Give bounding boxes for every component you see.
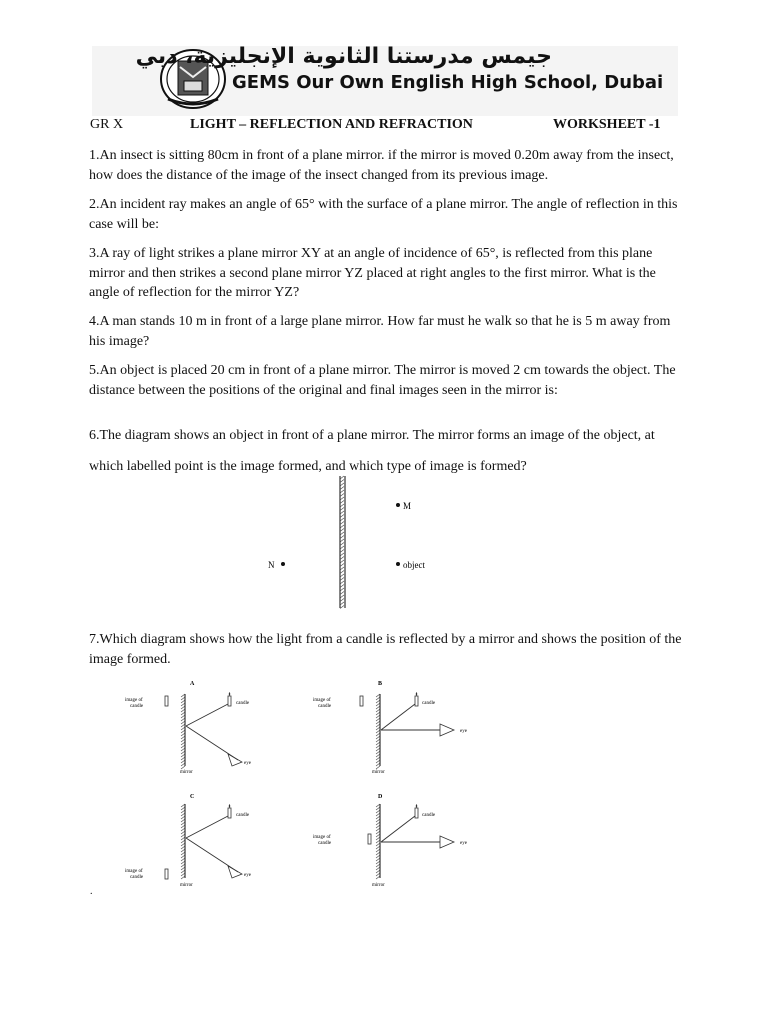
image-label-c-1: image of [125, 869, 143, 874]
question-3: 3.A ray of light strikes a plane mirror XY at an angle of incidence of 65°, is reflected from this plane mirror and then strikes a second plane mirror YZ placed at right angles to the first mirror. What is the angle of reflection for the mirror YZ? [89, 246, 656, 300]
question-4: 4.A man stands 10 m in front of a large plane mirror. How far must he walk so that he is 5 m away from his image? [89, 314, 671, 349]
mirror-hatch-line [340, 581, 344, 584]
mirror-hatch-line [340, 525, 344, 528]
figure-plane-mirror-object [250, 472, 450, 612]
mirror-hatch-line [340, 494, 344, 497]
mirror-hatch-line [340, 578, 344, 581]
mirror-hatch-line [181, 724, 185, 727]
mirror-hatch-line [181, 810, 185, 813]
mirror-hatch-line [340, 595, 344, 598]
mirror-hatch-line [340, 602, 344, 605]
mirror-hatch-line [181, 706, 185, 709]
mirror-hatch-line [181, 867, 185, 870]
mirror-hatch-line [181, 766, 185, 769]
mirror-hatch-line [340, 550, 344, 553]
image-label-a-1: image of [125, 698, 143, 703]
mirror-hatch-line [181, 760, 185, 763]
mirror-hatch-line [340, 511, 344, 514]
eye-icon [440, 724, 454, 736]
label-object: object [403, 560, 425, 570]
candle-label-d: candle [422, 813, 436, 818]
mirror-hatch-line [181, 822, 185, 825]
school-name-english: GEMS Our Own English High School, Dubai [232, 72, 664, 93]
mirror-hatch-line [181, 727, 185, 730]
mirror-hatch-line [181, 697, 185, 700]
mirror-hatch-line [181, 813, 185, 816]
mirror-hatch-line [181, 703, 185, 706]
question-1: 1.An insect is sitting 80cm in front of a plane mirror. if the mirror is moved 0.20m away from the insect, how does the distance of the image of the insect changed from its previous image. [89, 148, 674, 183]
mirror-hatch-line [340, 539, 344, 542]
mirror-hatch-line [181, 828, 185, 831]
mirror-hatch-line [181, 736, 185, 739]
mirror-label-a: mirror [180, 770, 193, 775]
question-2: 2.An incident ray makes an angle of 65° with the surface of a plane mirror. The angle of reflection in this case will be: [89, 197, 678, 232]
mirror-hatch-line [340, 532, 344, 535]
mirror-hatch-line [181, 837, 185, 840]
mirror-hatch-line [181, 733, 185, 736]
option-c-letter: C [190, 794, 195, 800]
mirror-hatch-line [181, 849, 185, 852]
mirror-hatch-line [181, 757, 185, 760]
mirror-hatch-line [181, 846, 185, 849]
school-name-arabic: جيمس مدرستنا الثانوية الإنجليزية، دبي [135, 44, 552, 69]
mirror-hatch-line [340, 480, 344, 483]
mirror-hatch-line [181, 870, 185, 873]
mirror-hatch-line [340, 606, 344, 609]
eye-icon [228, 754, 242, 766]
label-m: M [403, 501, 412, 511]
mirror-hatch-line [340, 504, 344, 507]
mirror-hatch-line [181, 718, 185, 721]
mirror-label-c: mirror [180, 883, 193, 888]
mirror-hatch-line [181, 751, 185, 754]
mirror-hatch-line [340, 508, 344, 511]
mirror-hatch-line [181, 742, 185, 745]
mirror-hatch-line [181, 831, 185, 834]
mirror-hatch-line [181, 694, 185, 697]
mirror-hatch-line [340, 599, 344, 602]
question-7: 7.Which diagram shows how the light from a candle is reflected by a mirror and shows the position of the image formed. [89, 632, 682, 667]
candle-b [415, 692, 418, 706]
image-label-d-1: image of [313, 835, 331, 840]
mirror-hatch-line [181, 700, 185, 703]
image-label-d-2: candle [318, 841, 332, 846]
mirror-hatch-line [340, 543, 344, 546]
figure-candle-mirror-options [110, 674, 520, 892]
image-label-b-1: image of [313, 698, 331, 703]
mirror-hatch-line [340, 518, 344, 521]
candle-label-b: candle [422, 701, 436, 706]
mirror-hatch-line [181, 739, 185, 742]
option-d-letter: D [378, 794, 383, 800]
mirror-hatch-line [181, 816, 185, 819]
label-n: N [268, 560, 275, 570]
candle-label-a: candle [236, 701, 250, 706]
mirror-hatch-line [181, 861, 185, 864]
mirror-hatch-line [340, 574, 344, 577]
image-label-c-2: candle [130, 875, 144, 880]
mirror-hatch-line [181, 858, 185, 861]
mirror-hatch-line [340, 490, 344, 493]
mirror-hatch-line [181, 834, 185, 837]
point-n [281, 562, 285, 566]
image-candle-a [165, 696, 168, 706]
mirror-hatch-line [340, 536, 344, 539]
option-c [125, 794, 252, 888]
mirror-hatch-line [181, 855, 185, 858]
option-a-letter: A [190, 681, 195, 687]
topic-title: LIGHT – REFLECTION AND REFRACTION [190, 117, 473, 132]
mirror-hatch-line [340, 592, 344, 595]
question-5: 5.An object is placed 20 cm in front of a plane mirror. The mirror is moved 2 cm towards the object. The distance between the positions of the original and final images seen in the mirror is: [89, 363, 676, 398]
mirror-hatch-line [340, 476, 344, 479]
mirror-hatch-line [181, 804, 185, 807]
option-d [313, 794, 468, 888]
question-6: 6.The diagram shows an object in front of a plane mirror. The mirror forms an image of the object, at which labelled point is the image formed, and which type of image is formed? [89, 428, 655, 474]
mirror-hatch-line [340, 497, 344, 500]
mirror-hatch-line [340, 571, 344, 574]
eye-label-b: eye [460, 729, 467, 734]
mirror-hatch-line [340, 564, 344, 567]
mirror-hatch-line [181, 873, 185, 876]
mirror-hatch-line [340, 557, 344, 560]
mirror-hatch-line [181, 721, 185, 724]
option-b-letter: B [378, 681, 383, 687]
mirror-hatch-line [340, 487, 344, 490]
image-label-b-2: candle [318, 704, 332, 709]
mirror-hatch-line [340, 515, 344, 518]
candle-c [228, 804, 231, 818]
mirror-hatch-line [340, 585, 344, 588]
mirror-hatch-line [181, 840, 185, 843]
mirror-hatch-line [181, 819, 185, 822]
mirror-hatch-line [181, 745, 185, 748]
eye-label-d: eye [460, 841, 467, 846]
mirror-hatch-line [181, 715, 185, 718]
mirror-hatch-line [376, 766, 380, 769]
mirror-hatch-line [181, 709, 185, 712]
image-candle-b [360, 696, 363, 706]
mirror-hatch-line [181, 864, 185, 867]
candle-d [415, 804, 418, 818]
worksheet-title-row [0, 117, 768, 137]
eye-icon [228, 866, 242, 878]
point-m [396, 503, 400, 507]
mirror-hatch-line [181, 843, 185, 846]
worksheet-number: WORKSHEET -1 [553, 117, 661, 132]
eye-label-a: eye [244, 761, 251, 766]
mirror-hatch-line [340, 522, 344, 525]
mirror-hatch-line [340, 588, 344, 591]
mirror-label-d: mirror [372, 883, 385, 888]
image-candle-c [165, 869, 168, 879]
mirror-hatch-line [340, 501, 344, 504]
option-b [313, 681, 468, 775]
option-a [125, 681, 252, 775]
stray-mark: . [90, 886, 93, 897]
eye-icon [440, 836, 454, 848]
mirror-hatch-line [340, 567, 344, 570]
point-object [396, 562, 400, 566]
candle-label-c: candle [236, 813, 250, 818]
image-candle-d [368, 834, 371, 844]
candle-a [228, 692, 231, 706]
mirror-hatch-line [340, 553, 344, 556]
mirror-hatch-line [181, 730, 185, 733]
mirror-hatch-line [181, 876, 185, 879]
mirror-hatch-line [340, 529, 344, 532]
mirror-hatch-line [340, 560, 344, 563]
mirror-hatch-line [181, 763, 185, 766]
mirror-hatch-line [181, 807, 185, 810]
mirror-hatch-line [181, 748, 185, 751]
plane-mirror [340, 476, 345, 609]
image-label-a-2: candle [130, 704, 144, 709]
mirror-hatch-line [340, 546, 344, 549]
mirror-hatch-line [181, 825, 185, 828]
mirror-hatch-line [181, 852, 185, 855]
mirror-hatch-line [340, 483, 344, 486]
eye-label-c: eye [244, 873, 251, 878]
grade-label: GR X [90, 117, 124, 132]
mirror-hatch-line [181, 754, 185, 757]
mirror-hatch-line [181, 712, 185, 715]
mirror-label-b: mirror [372, 770, 385, 775]
